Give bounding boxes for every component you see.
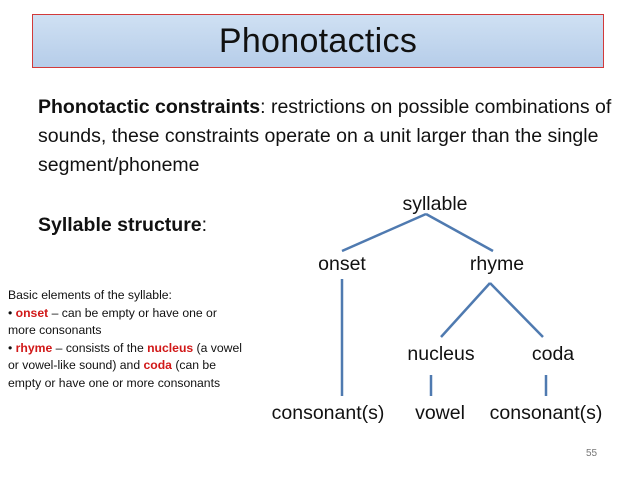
node-onset: onset: [318, 253, 366, 275]
edge-syllable-rhyme: [426, 214, 493, 251]
node-coda: coda: [531, 343, 575, 365]
rhyme-description: – consists of the: [52, 340, 148, 355]
onset-term: onset: [15, 305, 49, 320]
node-coda-leaf: consonant(s): [489, 402, 603, 424]
bullet: •: [8, 340, 13, 355]
sidebar-intro: Basic elements of the syllable:: [8, 288, 172, 302]
page-number: 55: [586, 448, 598, 459]
coda-term: coda: [143, 358, 172, 372]
definition-text: : restrictions on possible combinations of sounds, these constraints operate on a unit larger than the single segment/phoneme: [38, 96, 612, 176]
onset-description: – can be empty or have one or more consonants: [8, 305, 217, 337]
slide-title: Phonotactics: [218, 21, 418, 60]
syllable-structure-label: Syllable structure: [38, 214, 202, 236]
edge-rhyme-nucleus: [441, 283, 490, 337]
node-rhyme: rhyme: [469, 253, 525, 275]
node-nucleus-leaf: vowel: [415, 402, 465, 424]
edge-syllable-onset: [342, 214, 426, 251]
edge-rhyme-coda: [490, 283, 543, 337]
coda-description: (can be empty or have one or more consonants: [8, 358, 221, 390]
node-onset-leaf: consonant(s): [271, 402, 385, 424]
nucleus-term: nucleus: [147, 340, 194, 355]
bullet: •: [8, 305, 13, 320]
rhyme-term: rhyme: [15, 340, 53, 355]
node-syllable: syllable: [402, 193, 468, 215]
syllable-structure-colon: :: [201, 214, 208, 236]
definition-term: Phonotactic constraints: [38, 96, 261, 118]
node-nucleus: nucleus: [407, 343, 475, 365]
nucleus-description: (a vowel or vowel-like sound) and: [8, 340, 242, 372]
